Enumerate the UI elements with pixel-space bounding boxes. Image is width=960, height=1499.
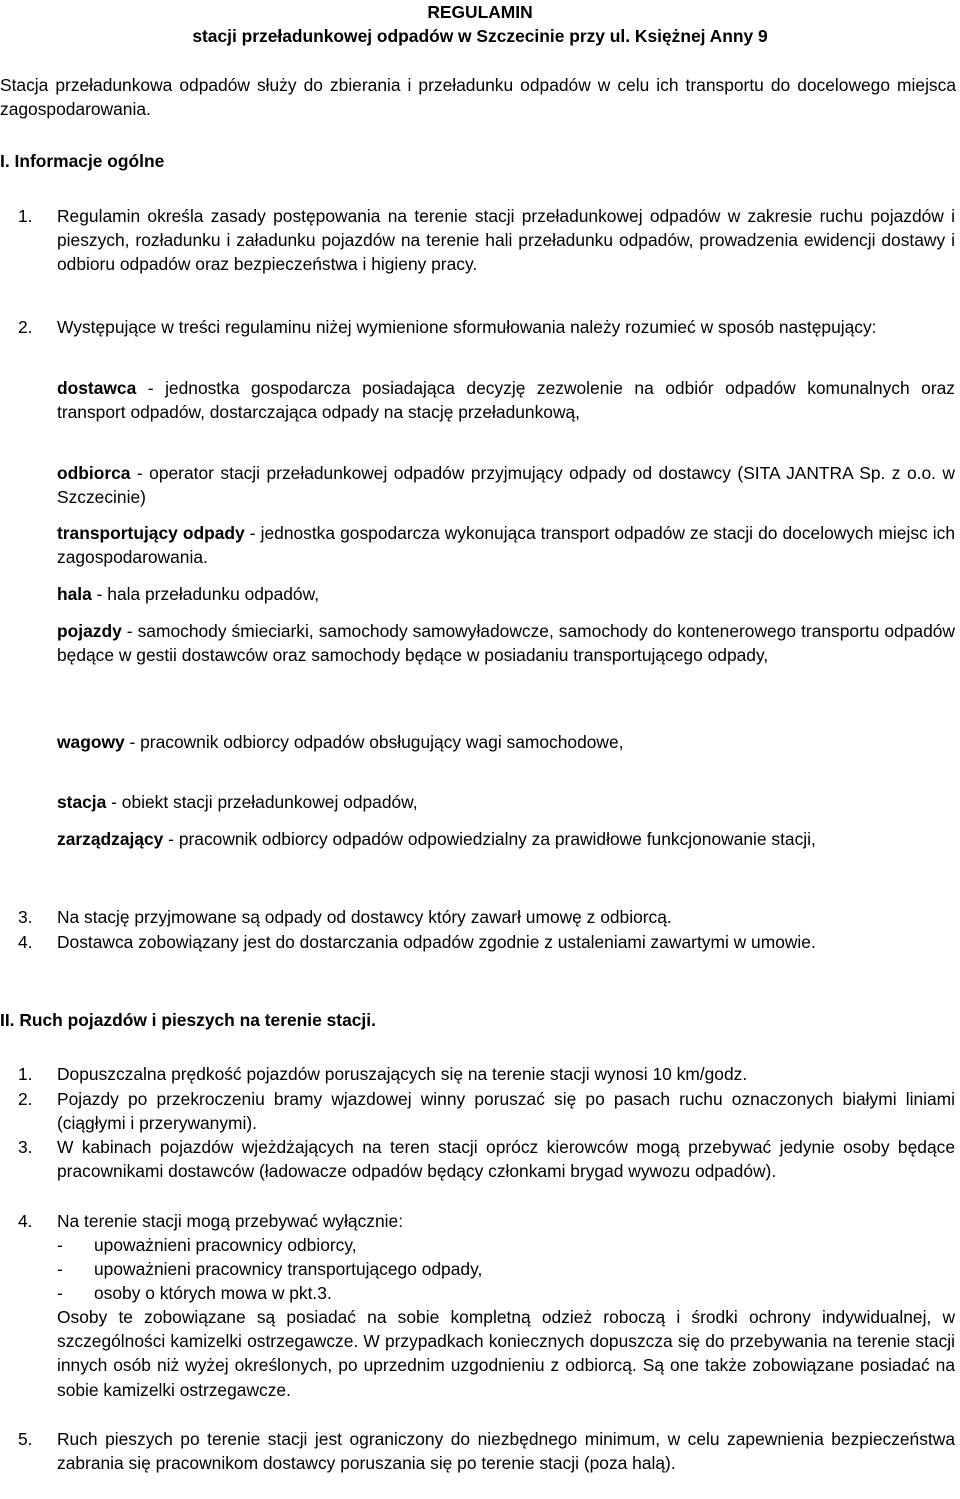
definition-text: hala przeładunku odpadów, (107, 584, 320, 604)
s2-item4-list-item: upoważnieni pracownicy transportującego odpady, (94, 1259, 483, 1279)
s1-item4-text: Dostawca zobowiązany jest do dostarczania odpadów zgodnie z ustaleniami zawartymi w umowie. (57, 932, 816, 952)
s2-item3-number: 3. (18, 1137, 33, 1157)
definition-term: odbiorca (57, 463, 131, 483)
definition-wagowy (57, 730, 955, 754)
s2-item3-text: W kabinach pojazdów wjeżdżających na teren stacji oprócz kierowców mogą przebywać jedynie osoby będące pracownikami dostawców (ładowacze odpadów będący członkami brygad wywozu odpadów). (57, 1137, 955, 1182)
definition-term: zarządzający (57, 829, 164, 849)
definition-term: hala (57, 584, 92, 604)
s2-item4-text: Na terenie stacji mogą przebywać wyłącznie: (57, 1211, 404, 1231)
definition-text: operator stacji przeładunkowej odpadów przyjmujący odpady od dostawcy (SITA JANTRA Sp. z o.o. w Szczecinie) (57, 463, 955, 508)
definition-stacja (57, 790, 955, 814)
definition-separator: - (163, 829, 179, 849)
s2-item4-number: 4. (18, 1211, 33, 1231)
definition-separator: - (106, 792, 122, 812)
s2-item5-text: Ruch pieszych po terenie stacji jest ograniczony do niezbędnego minimum, w celu zapewnienia bezpieczeństwa zabrania się pracownikom dostawcy poruszania się po terenie stacji (poza halą). (57, 1429, 955, 1474)
definition-separator: - (130, 463, 150, 483)
definition-zarzadzajacy (57, 827, 955, 851)
intro-paragraph: Stacja przeładunkowa odpadów służy do zbierania i przeładunku odpadów w celu ich transportu do docelowego miejsca zagospodarowania. (0, 75, 956, 120)
definition-separator: - (124, 732, 141, 752)
definition-term: wagowy (57, 732, 125, 752)
s2-item1-number: 1. (18, 1064, 33, 1084)
definition-hala (57, 582, 955, 606)
definition-term: transportujący odpady (57, 523, 245, 543)
s2-item5-number: 5. (18, 1429, 33, 1449)
definition-separator: - (136, 378, 166, 398)
definition-text: pracownik odbiorcy odpadów odpowiedzialny za prawidłowe funkcjonowanie stacji, (178, 829, 816, 849)
definition-text: jednostka gospodarcza wykonująca transport odpadów ze stacji do docelowych miejsc ich zagospodarowania. (57, 523, 955, 568)
s1-item4-number: 4. (18, 932, 33, 952)
s2-item4-list-item: upoważnieni pracownicy odbiorcy, (94, 1235, 357, 1255)
list-dash: - (57, 1283, 63, 1303)
s2-item4-list-item: osoby o których mowa w pkt.3. (94, 1283, 332, 1303)
s1-item1-number: 1. (18, 206, 33, 226)
s2-item1-text: Dopuszczalna prędkość pojazdów poruszających się na terenie stacji wynosi 10 km/godz. (57, 1064, 748, 1084)
definition-text: obiekt stacji przeładunkowej odpadów, (121, 792, 418, 812)
definition-text: jednostka gospodarcza posiadająca decyzję zezwolenie na odbiór odpadów komunalnych oraz transport odpadów, dostarczająca odpady na stację przeładunkową, (57, 378, 955, 423)
section-2-heading: II. Ruch pojazdów i pieszych na terenie stacji. (0, 1010, 376, 1030)
definition-separator: - (244, 523, 261, 543)
definition-text: samochody śmieciarki, samochody samowyładowcze, samochody do kontenerowego transportu odpadów będące w gestii dostawców oraz samochody będące w posiadaniu transportującego odpady, (57, 621, 955, 666)
list-dash: - (57, 1259, 63, 1279)
s1-item3-text: Na stację przyjmowane są odpady od dostawcy który zawarł umowę z odbiorcą. (57, 907, 672, 927)
s1-item2-number: 2. (18, 317, 33, 337)
section-1-heading: I. Informacje ogólne (0, 151, 165, 171)
s2-item2-number: 2. (18, 1089, 33, 1109)
definition-term: stacja (57, 792, 107, 812)
list-dash: - (57, 1235, 63, 1255)
definition-dostawca (57, 376, 955, 424)
s1-item3-number: 3. (18, 907, 33, 927)
definition-text: pracownik odbiorcy odpadów obsługujący wagi samochodowe, (140, 732, 624, 752)
s1-item1-text: Regulamin określa zasady postępowania na terenie stacji przeładunkowej odpadów w zakresie ruchu pojazdów i pieszych, rozładunku i załadunku pojazdów na terenie hali przeładunku odpadów, prowadzenia ewidencji dostawy i odbioru odpadów oraz bezpieczeństwa i higieny pracy. (57, 206, 955, 275)
definition-transportujacy (57, 521, 955, 569)
definition-odbiorca (57, 461, 955, 509)
s1-item2-text: Występujące w treści regulaminu niżej wymienione sformułowania należy rozumieć w sposób następujący: (57, 317, 877, 337)
definition-term: dostawca (57, 378, 137, 398)
definition-separator: - (91, 584, 108, 604)
s2-item4-extra: Osoby te zobowiązane są posiadać na sobie kompletną odzież roboczą i środki ochrony indywidualnej, w szczególności kamizelki ostrzegawcze. W przypadkach koniecznych dopuszcza się do przebywania na terenie stacji innych osób niż wyżej określonych, po uprzednim uzgodnieniu z odbiorcą. Są one także zobowiązane posiadać na sobie kamizelki ostrzegawcze. (57, 1307, 955, 1400)
definition-separator: - (121, 621, 138, 641)
document-title: REGULAMIN (427, 2, 533, 22)
definition-pojazdy (57, 619, 955, 667)
s2-item2-text: Pojazdy po przekroczeniu bramy wjazdowej winny poruszać się po pasach ruchu oznaczonych białymi liniami (ciągłymi i przerywanymi). (57, 1089, 955, 1134)
document-subtitle: stacji przeładunkowej odpadów w Szczecinie przy ul. Księżnej Anny 9 (192, 26, 768, 46)
definition-term: pojazdy (57, 621, 122, 641)
